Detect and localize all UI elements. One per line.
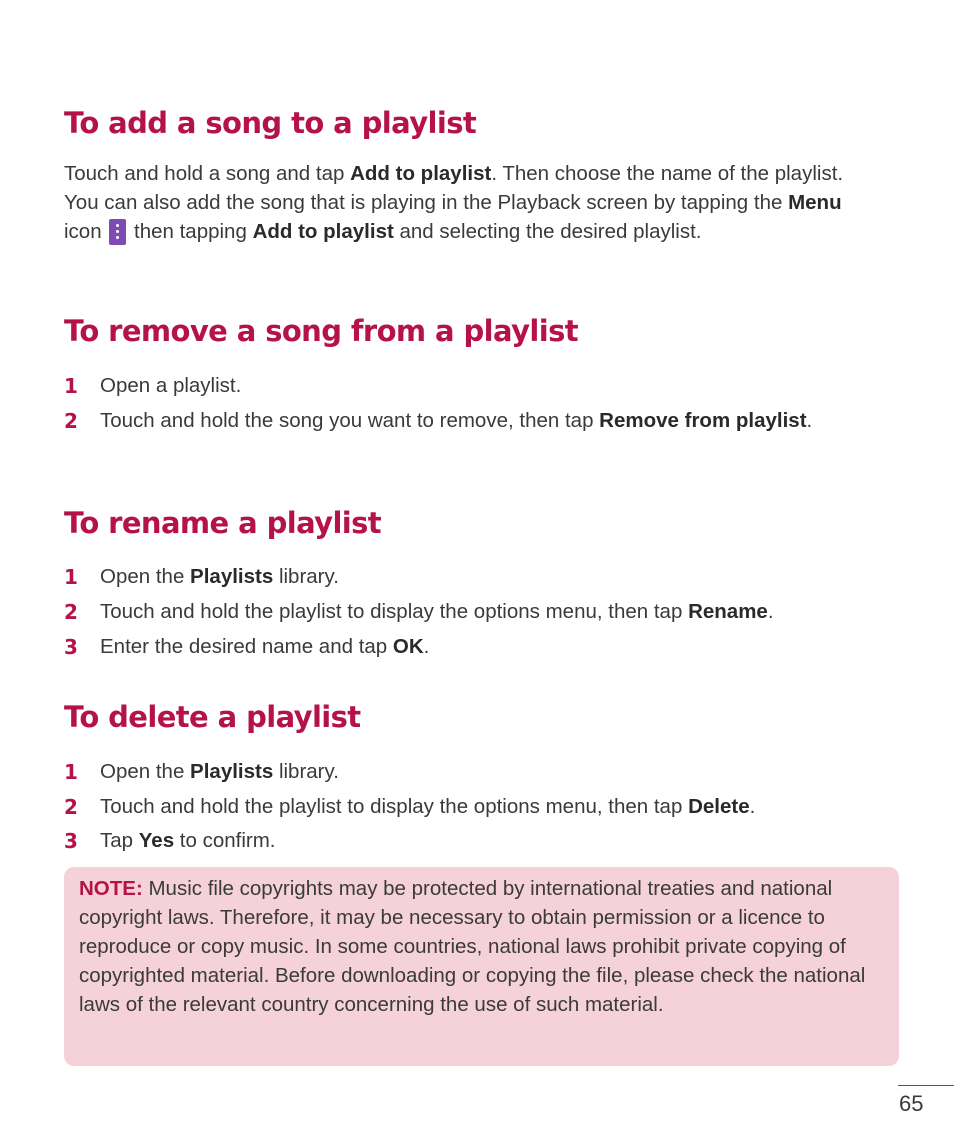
page-number: 65 bbox=[899, 1091, 924, 1116]
step-number: 1 bbox=[64, 760, 78, 784]
step-text: Open the Playlists library. bbox=[100, 760, 339, 783]
heading-add-song: To add a song to a playlist bbox=[64, 106, 477, 140]
step-number: 1 bbox=[64, 374, 78, 398]
note-box bbox=[64, 867, 899, 1066]
remove-step-2 bbox=[64, 405, 904, 437]
step-text: Enter the desired name and tap OK. bbox=[100, 635, 430, 658]
step-text: Tap Yes to confirm. bbox=[100, 829, 276, 852]
step-text: Touch and hold the playlist to display the options menu, then tap Delete. bbox=[100, 795, 756, 818]
step-number: 2 bbox=[64, 795, 78, 819]
step-number: 3 bbox=[64, 635, 78, 659]
page-number-rule bbox=[898, 1085, 954, 1086]
step-text: Open the Playlists library. bbox=[100, 565, 339, 588]
note-label: NOTE: bbox=[79, 877, 143, 900]
delete-step-2 bbox=[64, 791, 904, 823]
step-number: 1 bbox=[64, 565, 78, 589]
step-text: Touch and hold the playlist to display the options menu, then tap Rename. bbox=[100, 600, 774, 623]
note-text: NOTE: Music file copyrights may be protected by international treaties and national copyright laws. Therefore, it may be necessary to obtain permission or a licence to reproduce or copy music. In some countries, national laws prohibit private copying of copyrighted material. Before downloading or copying the file, please check the national laws of the relevant country concerning the use of such material. bbox=[79, 877, 866, 1016]
step-text: Touch and hold the song you want to remove, then tap Remove from playlist. bbox=[100, 409, 813, 432]
delete-step-1 bbox=[64, 756, 904, 788]
rename-step-2 bbox=[64, 596, 904, 628]
step-number: 2 bbox=[64, 409, 78, 433]
remove-step-1 bbox=[64, 370, 904, 402]
rename-step-3 bbox=[64, 631, 904, 663]
heading-rename-playlist: To rename a playlist bbox=[64, 506, 382, 540]
step-text: Open a playlist. bbox=[100, 374, 242, 397]
heading-delete-playlist: To delete a playlist bbox=[64, 700, 361, 734]
delete-step-3 bbox=[64, 825, 904, 857]
step-number: 3 bbox=[64, 829, 78, 853]
step-number: 2 bbox=[64, 600, 78, 624]
rename-step-1 bbox=[64, 561, 904, 593]
heading-remove-song: To remove a song from a playlist bbox=[64, 314, 578, 348]
add-song-paragraph: Touch and hold a song and tap Add to playlist. Then choose the name of the playlist. You can also add the song that is playing in the Playback screen by tapping the Menu icon then tapping Add to playlist and selecting the desired playlist. bbox=[64, 162, 844, 243]
menu-icon bbox=[109, 219, 126, 245]
